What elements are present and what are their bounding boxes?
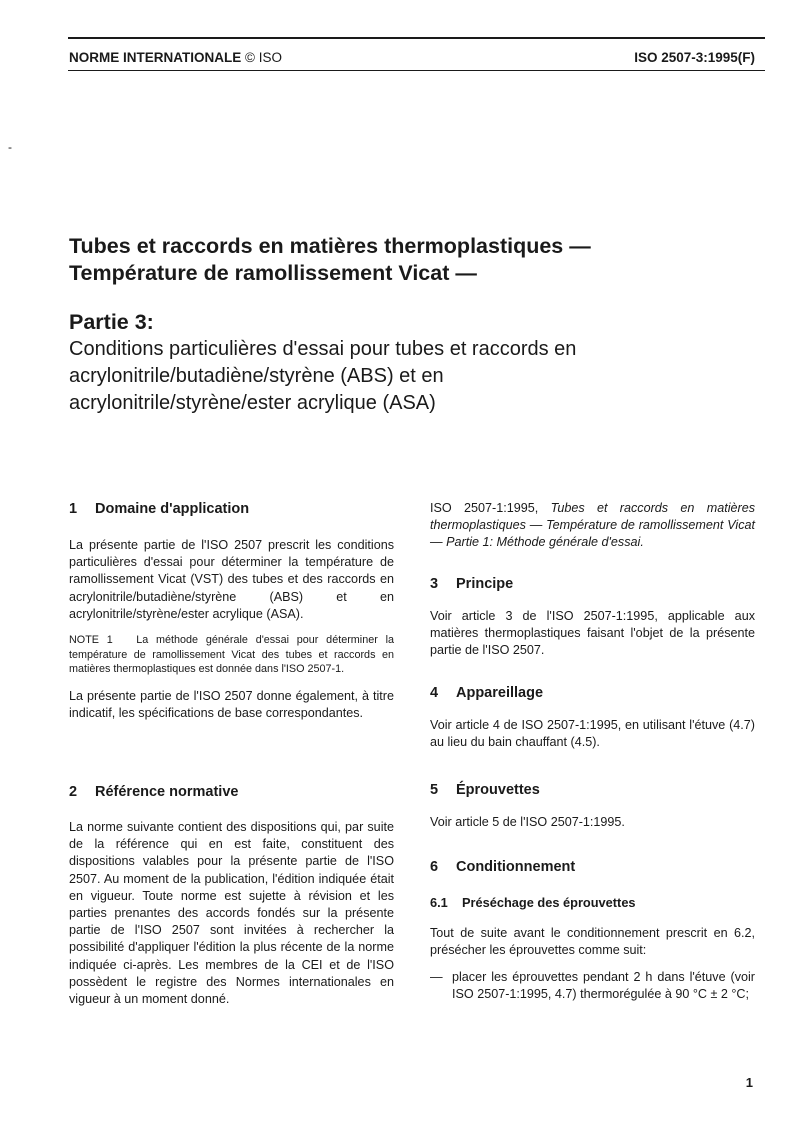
left-column	[69, 500, 394, 1008]
note-text: La méthode générale d'essai pour déterminer la température de ramollissement Vicat des tubes et raccords en matières thermoplastiques est donnée dans l'ISO 2507-1.	[69, 634, 395, 676]
section-4-heading: 4 Appareillage	[430, 685, 544, 702]
section-1-paragraph-1: La présente partie de l'ISO 2507 prescrit les conditions particulières d'essai pour déterminer la température de ramollissement Vicat (VST) des tubes et des raccords en acrylonitrile/butadiène/styrène (ABS) et en acrylonitrile/styrène/ester acrylique (ASA).	[69, 538, 394, 621]
part-label: Partie 3:	[69, 310, 154, 334]
section-2-heading: 2 Référence normative	[69, 783, 239, 800]
header-top-rule	[68, 37, 765, 39]
part-title-line-2: acrylonitrile/butadiène/styrène (ABS) et en	[69, 365, 444, 387]
section-1-paragraph-2: La présente partie de l'ISO 2507 donne également, à titre indicatif, les spécifications de base correspondantes.	[69, 688, 394, 720]
section-5-heading: 5 Éprouvettes	[430, 781, 540, 798]
normative-reference	[430, 500, 755, 552]
part-title-line-1: Conditions particulières d'essai pour tubes et raccords en	[69, 338, 577, 360]
section-3-heading: 3 Principe	[430, 575, 514, 592]
section-6-1-heading: 6.1 Préséchage des éprouvettes	[430, 894, 636, 910]
note-label: NOTE 1	[69, 634, 113, 647]
section-4-paragraph-1: Voir article 4 de ISO 2507-1:1995, en utilisant l'étuve (4.7) au lieu du bain chauffant (4.5).	[430, 718, 755, 750]
section-3-paragraph-1: Voir article 3 de l'ISO 2507-1:1995, applicable aux matières thermoplastiques faisant l'objet de la présente partie de l'ISO 2507.	[430, 608, 755, 658]
reference-title: Tubes et raccords en matières thermoplastiques — Température de ramollissement Vicat — Partie 1: Méthode générale d'essai.	[430, 501, 756, 550]
list-item-text: placer les éprouvettes pendant 2 h dans l'étuve (voir ISO 2507-1:1995, 4.7) thermorégulée à 90 °C ± 2 °C;	[452, 970, 755, 1002]
page-number: 1	[745, 1075, 753, 1090]
main-title-line-2: Température de ramollissement Vicat —	[69, 261, 477, 285]
list-dash: —	[430, 970, 443, 985]
list-item	[430, 969, 755, 1003]
section-6-heading: 6 Conditionnement	[430, 858, 576, 875]
reference-code: ISO 2507-1:1995,	[430, 501, 539, 515]
main-title-line-1: Tubes et raccords en matières thermoplastiques —	[69, 234, 591, 258]
right-column	[430, 500, 755, 1004]
header-bottom-rule	[68, 70, 765, 71]
section-2-paragraph-1: La norme suivante contient des dispositions qui, par suite de la référence qui en est faite, constituent des dispositions valables pour la présente partie de l'ISO 2507. Au moment de la publication, l'édition indiquée était en vigueur. Toute norme est sujette à révision et les parties prenantes des accords fondés sur la présente partie de l'ISO 2507 sont invitées à rechercher la possibilité d'appliquer l'édition la plus récente de la norme indiquée ci-après. Les membres de la CEI et de l'ISO possèdent le registre des Normes internationales en vigueur à un moment donné.	[69, 819, 394, 1006]
header-reference: ISO 2507-3:1995(F)	[634, 50, 755, 65]
section-1-heading: 1 Domaine d'application	[69, 501, 250, 517]
document-title-block	[69, 233, 749, 417]
section-1-note	[69, 633, 394, 677]
header-standard-label: NORME INTERNATIONALE © ISO	[69, 50, 282, 65]
part-title-line-3: acrylonitrile/styrène/ester acrylique (ASA)	[69, 392, 436, 414]
section-5-paragraph-1: Voir article 5 de l'ISO 2507-1:1995.	[430, 814, 625, 829]
margin-mark: -	[8, 140, 12, 154]
section-6-1-paragraph-1: Tout de suite avant le conditionnement prescrit en 6.2, présécher les éprouvettes comme suit:	[430, 925, 755, 958]
header-copyright: © ISO	[245, 50, 282, 65]
